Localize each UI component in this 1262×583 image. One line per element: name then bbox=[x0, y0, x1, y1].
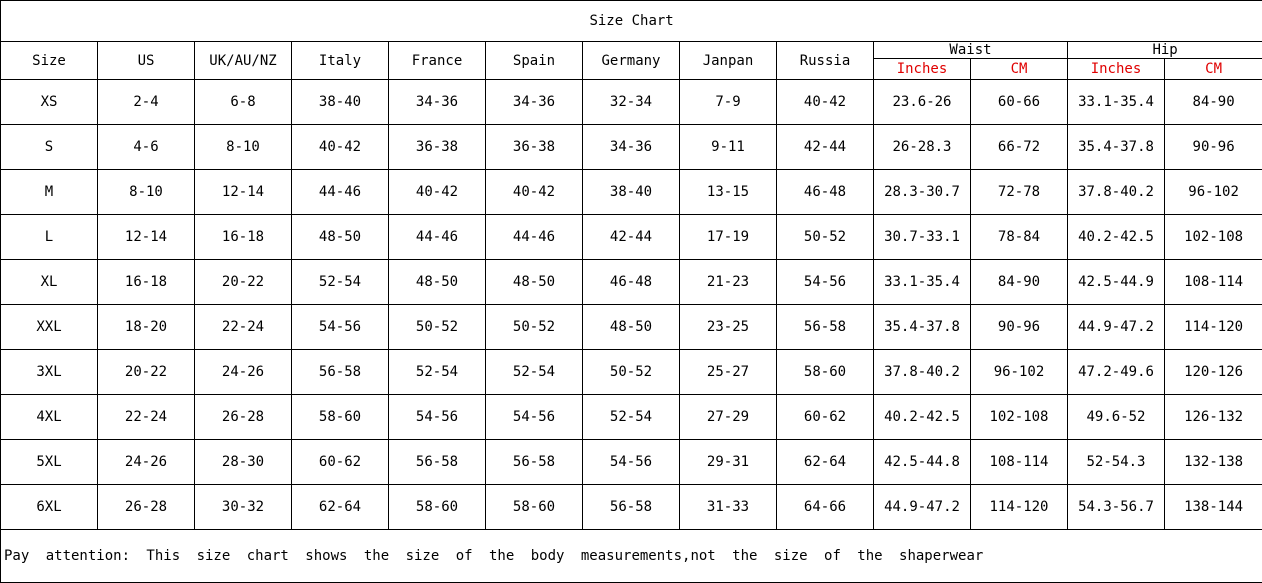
table-row bbox=[1, 485, 1262, 530]
cell-hip-cm: 114-120 bbox=[1165, 305, 1262, 350]
cell-us: 4-6 bbox=[98, 125, 195, 170]
cell-japan: 21-23 bbox=[680, 260, 777, 305]
cell-germany: 52-54 bbox=[583, 395, 680, 440]
cell-waist-cm: 102-108 bbox=[971, 395, 1068, 440]
cell-japan: 31-33 bbox=[680, 485, 777, 530]
note-row bbox=[1, 530, 1262, 583]
cell-waist-in: 40.2-42.5 bbox=[874, 395, 971, 440]
cell-uk: 8-10 bbox=[195, 125, 292, 170]
header-hip-inches: Inches bbox=[1068, 59, 1165, 80]
cell-hip-cm: 138-144 bbox=[1165, 485, 1262, 530]
cell-spain: 54-56 bbox=[486, 395, 583, 440]
cell-russia: 58-60 bbox=[777, 350, 874, 395]
cell-japan: 7-9 bbox=[680, 80, 777, 125]
cell-hip-in: 54.3-56.7 bbox=[1068, 485, 1165, 530]
cell-uk: 12-14 bbox=[195, 170, 292, 215]
table-row bbox=[1, 125, 1262, 170]
cell-spain: 40-42 bbox=[486, 170, 583, 215]
cell-size: 4XL bbox=[1, 395, 98, 440]
cell-spain: 48-50 bbox=[486, 260, 583, 305]
cell-germany: 50-52 bbox=[583, 350, 680, 395]
cell-waist-cm: 114-120 bbox=[971, 485, 1068, 530]
cell-waist-cm: 84-90 bbox=[971, 260, 1068, 305]
cell-uk: 20-22 bbox=[195, 260, 292, 305]
chart-title: Size Chart bbox=[1, 1, 1262, 42]
cell-japan: 17-19 bbox=[680, 215, 777, 260]
header-france: France bbox=[389, 42, 486, 80]
cell-uk: 26-28 bbox=[195, 395, 292, 440]
cell-size: XXL bbox=[1, 305, 98, 350]
cell-france: 44-46 bbox=[389, 215, 486, 260]
cell-germany: 38-40 bbox=[583, 170, 680, 215]
cell-waist-in: 26-28.3 bbox=[874, 125, 971, 170]
cell-hip-cm: 132-138 bbox=[1165, 440, 1262, 485]
header-russia: Russia bbox=[777, 42, 874, 80]
cell-germany: 46-48 bbox=[583, 260, 680, 305]
cell-russia: 50-52 bbox=[777, 215, 874, 260]
cell-russia: 64-66 bbox=[777, 485, 874, 530]
cell-russia: 54-56 bbox=[777, 260, 874, 305]
cell-russia: 60-62 bbox=[777, 395, 874, 440]
cell-russia: 62-64 bbox=[777, 440, 874, 485]
cell-italy: 60-62 bbox=[292, 440, 389, 485]
cell-waist-cm: 90-96 bbox=[971, 305, 1068, 350]
cell-uk: 16-18 bbox=[195, 215, 292, 260]
cell-japan: 29-31 bbox=[680, 440, 777, 485]
cell-size: XS bbox=[1, 80, 98, 125]
cell-france: 50-52 bbox=[389, 305, 486, 350]
cell-russia: 56-58 bbox=[777, 305, 874, 350]
table-row bbox=[1, 305, 1262, 350]
cell-us: 22-24 bbox=[98, 395, 195, 440]
cell-germany: 34-36 bbox=[583, 125, 680, 170]
cell-waist-cm: 96-102 bbox=[971, 350, 1068, 395]
cell-hip-in: 35.4-37.8 bbox=[1068, 125, 1165, 170]
cell-france: 56-58 bbox=[389, 440, 486, 485]
cell-hip-in: 40.2-42.5 bbox=[1068, 215, 1165, 260]
cell-spain: 50-52 bbox=[486, 305, 583, 350]
cell-waist-cm: 78-84 bbox=[971, 215, 1068, 260]
cell-size: S bbox=[1, 125, 98, 170]
cell-italy: 62-64 bbox=[292, 485, 389, 530]
cell-waist-cm: 66-72 bbox=[971, 125, 1068, 170]
header-spain: Spain bbox=[486, 42, 583, 80]
cell-hip-cm: 90-96 bbox=[1165, 125, 1262, 170]
cell-hip-cm: 126-132 bbox=[1165, 395, 1262, 440]
cell-size: 3XL bbox=[1, 350, 98, 395]
cell-hip-in: 33.1-35.4 bbox=[1068, 80, 1165, 125]
cell-waist-cm: 72-78 bbox=[971, 170, 1068, 215]
cell-uk: 28-30 bbox=[195, 440, 292, 485]
cell-spain: 34-36 bbox=[486, 80, 583, 125]
cell-waist-in: 35.4-37.8 bbox=[874, 305, 971, 350]
header-italy: Italy bbox=[292, 42, 389, 80]
header-germany: Germany bbox=[583, 42, 680, 80]
cell-germany: 48-50 bbox=[583, 305, 680, 350]
cell-spain: 58-60 bbox=[486, 485, 583, 530]
cell-uk: 22-24 bbox=[195, 305, 292, 350]
cell-italy: 58-60 bbox=[292, 395, 389, 440]
cell-spain: 52-54 bbox=[486, 350, 583, 395]
cell-us: 20-22 bbox=[98, 350, 195, 395]
cell-russia: 42-44 bbox=[777, 125, 874, 170]
cell-hip-cm: 120-126 bbox=[1165, 350, 1262, 395]
attention-note: Pay attention: This size chart shows the size of the body measurements,not the size of the shaperwear bbox=[1, 530, 1262, 583]
cell-us: 8-10 bbox=[98, 170, 195, 215]
cell-hip-in: 47.2-49.6 bbox=[1068, 350, 1165, 395]
cell-waist-in: 37.8-40.2 bbox=[874, 350, 971, 395]
cell-hip-cm: 96-102 bbox=[1165, 170, 1262, 215]
cell-size: 6XL bbox=[1, 485, 98, 530]
cell-us: 24-26 bbox=[98, 440, 195, 485]
cell-hip-in: 42.5-44.9 bbox=[1068, 260, 1165, 305]
table-row bbox=[1, 170, 1262, 215]
cell-russia: 40-42 bbox=[777, 80, 874, 125]
header-waist: Waist bbox=[874, 42, 1068, 59]
cell-italy: 44-46 bbox=[292, 170, 389, 215]
header-waist-cm: CM bbox=[971, 59, 1068, 80]
cell-germany: 42-44 bbox=[583, 215, 680, 260]
table-row bbox=[1, 260, 1262, 305]
header-us: US bbox=[98, 42, 195, 80]
cell-size: M bbox=[1, 170, 98, 215]
cell-waist-in: 44.9-47.2 bbox=[874, 485, 971, 530]
header-waist-inches: Inches bbox=[874, 59, 971, 80]
cell-france: 54-56 bbox=[389, 395, 486, 440]
cell-size: L bbox=[1, 215, 98, 260]
cell-italy: 52-54 bbox=[292, 260, 389, 305]
cell-size: 5XL bbox=[1, 440, 98, 485]
cell-spain: 36-38 bbox=[486, 125, 583, 170]
cell-spain: 44-46 bbox=[486, 215, 583, 260]
cell-waist-in: 30.7-33.1 bbox=[874, 215, 971, 260]
cell-waist-in: 42.5-44.8 bbox=[874, 440, 971, 485]
cell-italy: 40-42 bbox=[292, 125, 389, 170]
cell-japan: 13-15 bbox=[680, 170, 777, 215]
cell-japan: 25-27 bbox=[680, 350, 777, 395]
cell-us: 26-28 bbox=[98, 485, 195, 530]
cell-japan: 27-29 bbox=[680, 395, 777, 440]
cell-uk: 24-26 bbox=[195, 350, 292, 395]
cell-waist-cm: 108-114 bbox=[971, 440, 1068, 485]
header-japan: Janpan bbox=[680, 42, 777, 80]
cell-france: 36-38 bbox=[389, 125, 486, 170]
cell-japan: 23-25 bbox=[680, 305, 777, 350]
cell-spain: 56-58 bbox=[486, 440, 583, 485]
table-row bbox=[1, 350, 1262, 395]
cell-waist-in: 28.3-30.7 bbox=[874, 170, 971, 215]
cell-waist-in: 23.6-26 bbox=[874, 80, 971, 125]
cell-hip-cm: 108-114 bbox=[1165, 260, 1262, 305]
header-uk: UK/AU/NZ bbox=[195, 42, 292, 80]
cell-size: XL bbox=[1, 260, 98, 305]
cell-us: 12-14 bbox=[98, 215, 195, 260]
cell-us: 16-18 bbox=[98, 260, 195, 305]
cell-us: 2-4 bbox=[98, 80, 195, 125]
cell-france: 52-54 bbox=[389, 350, 486, 395]
cell-hip-in: 44.9-47.2 bbox=[1068, 305, 1165, 350]
cell-japan: 9-11 bbox=[680, 125, 777, 170]
cell-france: 58-60 bbox=[389, 485, 486, 530]
cell-uk: 30-32 bbox=[195, 485, 292, 530]
cell-germany: 56-58 bbox=[583, 485, 680, 530]
table-row bbox=[1, 80, 1262, 125]
cell-hip-in: 52-54.3 bbox=[1068, 440, 1165, 485]
cell-hip-cm: 84-90 bbox=[1165, 80, 1262, 125]
cell-france: 34-36 bbox=[389, 80, 486, 125]
cell-us: 18-20 bbox=[98, 305, 195, 350]
cell-germany: 54-56 bbox=[583, 440, 680, 485]
table-row bbox=[1, 215, 1262, 260]
cell-uk: 6-8 bbox=[195, 80, 292, 125]
cell-italy: 48-50 bbox=[292, 215, 389, 260]
table-row bbox=[1, 440, 1262, 485]
cell-waist-in: 33.1-35.4 bbox=[874, 260, 971, 305]
header-size: Size bbox=[1, 42, 98, 80]
cell-italy: 38-40 bbox=[292, 80, 389, 125]
cell-italy: 56-58 bbox=[292, 350, 389, 395]
cell-hip-in: 37.8-40.2 bbox=[1068, 170, 1165, 215]
cell-italy: 54-56 bbox=[292, 305, 389, 350]
cell-waist-cm: 60-66 bbox=[971, 80, 1068, 125]
cell-hip-in: 49.6-52 bbox=[1068, 395, 1165, 440]
header-hip-cm: CM bbox=[1165, 59, 1262, 80]
table-row bbox=[1, 395, 1262, 440]
header-hip: Hip bbox=[1068, 42, 1262, 59]
cell-hip-cm: 102-108 bbox=[1165, 215, 1262, 260]
cell-russia: 46-48 bbox=[777, 170, 874, 215]
cell-germany: 32-34 bbox=[583, 80, 680, 125]
cell-france: 40-42 bbox=[389, 170, 486, 215]
cell-france: 48-50 bbox=[389, 260, 486, 305]
